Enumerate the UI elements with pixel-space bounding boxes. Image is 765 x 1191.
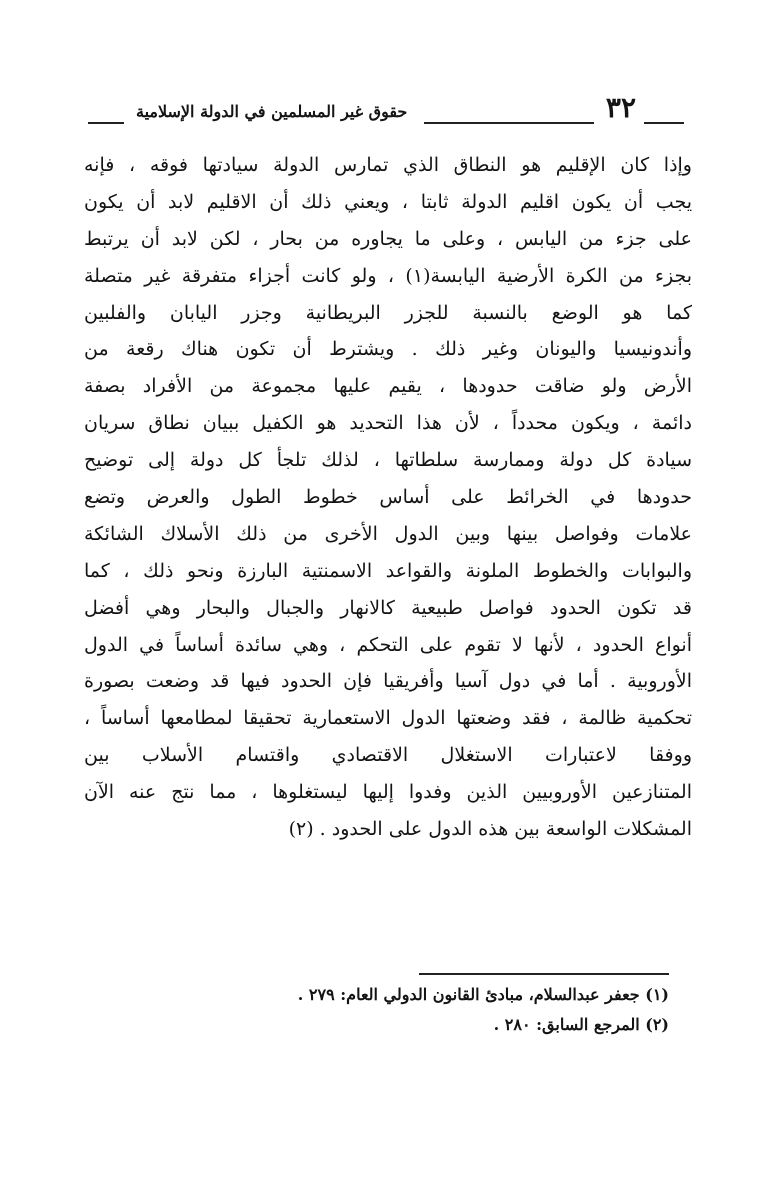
footnote-2: (٢) المرجع السابق: ٢٨٠ . xyxy=(493,1015,669,1034)
body-line: سيادة كل دولة وممارسة سلطاتها ، لذلك تلجأ كل دولة إلى توضيح xyxy=(84,449,692,472)
running-title: حقوق غير المسلمين في الدولة الإسلامية xyxy=(136,102,408,121)
page-number: ٣٢ xyxy=(605,91,636,124)
body-text xyxy=(84,148,692,849)
body-line: الأوروبية . أما في دول آسيا وأفريقيا فإن الحدود فيها قد وضعت بصورة xyxy=(84,670,692,693)
body-line: قد تكون الحدود فواصل طبيعية كالانهار والجبال والبحار وهي أفضل xyxy=(84,596,692,619)
body-line: بجزء من الكرة الأرضية اليابسة(١) ، ولو كانت أجزاء متفرقة غير متصلة xyxy=(84,264,692,287)
header-rule-right xyxy=(644,122,684,124)
body-line: والبوابات والخطوط الملونة والقواعد الاسمنتية البارزة ونحو ذلك ، كما xyxy=(84,559,692,582)
body-line: يجب أن يكون اقليم الدولة ثابتا ، ويعني ذلك أن الاقليم لابد أن يكون xyxy=(84,190,692,213)
body-line: على جزء من اليابس ، وعلى ما يجاوره من بحار ، لكن لابد أن يرتبط xyxy=(84,227,692,250)
footnote-1: (١) جعفر عبدالسلام، مبادئ القانون الدولي العام: ٢٧٩ . xyxy=(297,985,669,1004)
page-header xyxy=(88,92,684,132)
body-line: أنواع الحدود ، لأنها لا تقوم على التحكم ، وهي سائدة أساساً في الدول xyxy=(84,633,692,656)
body-line: ووفقا لاعتبارات الاستغلال الاقتصادي واقتسام الأسلاب بين xyxy=(84,744,692,767)
body-line: تحكمية ظالمة ، فقد وضعتها الدول الاستعمارية تحقيقا لمطامعها أساساً ، xyxy=(84,707,692,730)
footnote-separator xyxy=(419,973,669,975)
header-rule-left xyxy=(88,122,124,124)
body-line: علامات وفواصل بينها وبين الدول الأخرى من ذلك الأسلاك الشائكة xyxy=(84,522,692,545)
body-line: كما هو الوضع بالنسبة للجزر البريطانية وجزر اليابان والفلبين xyxy=(84,301,692,324)
body-line: المتنازعين الأوروبيين الذين وفدوا إليها ليستغلوها ، مما نتج عنه الآن xyxy=(84,781,692,804)
body-line: وإذا كان الإقليم هو النطاق الذي تمارس الدولة سيادتها فوقه ، فإنه xyxy=(84,154,692,176)
body-line: المشكلات الواسعة بين هذه الدول على الحدود . (٢) xyxy=(288,818,692,841)
body-line: وأندونيسيا واليونان وغير ذلك . ويشترط أن تكون هناك رقعة من xyxy=(84,338,692,361)
body-line: دائمة ، ويكون محدداً ، لأن هذا التحديد هو الكفيل ببيان نطاق سريان xyxy=(84,412,692,435)
body-line: حدودها في الخرائط على أساس خطوط الطول والعرض وتضع xyxy=(84,486,692,509)
footnotes xyxy=(149,980,669,1040)
body-line: الأرض ولو ضاقت حدودها ، يقيم عليها مجموعة من الأفراد بصفة xyxy=(84,375,692,398)
header-rule-middle xyxy=(424,122,594,124)
